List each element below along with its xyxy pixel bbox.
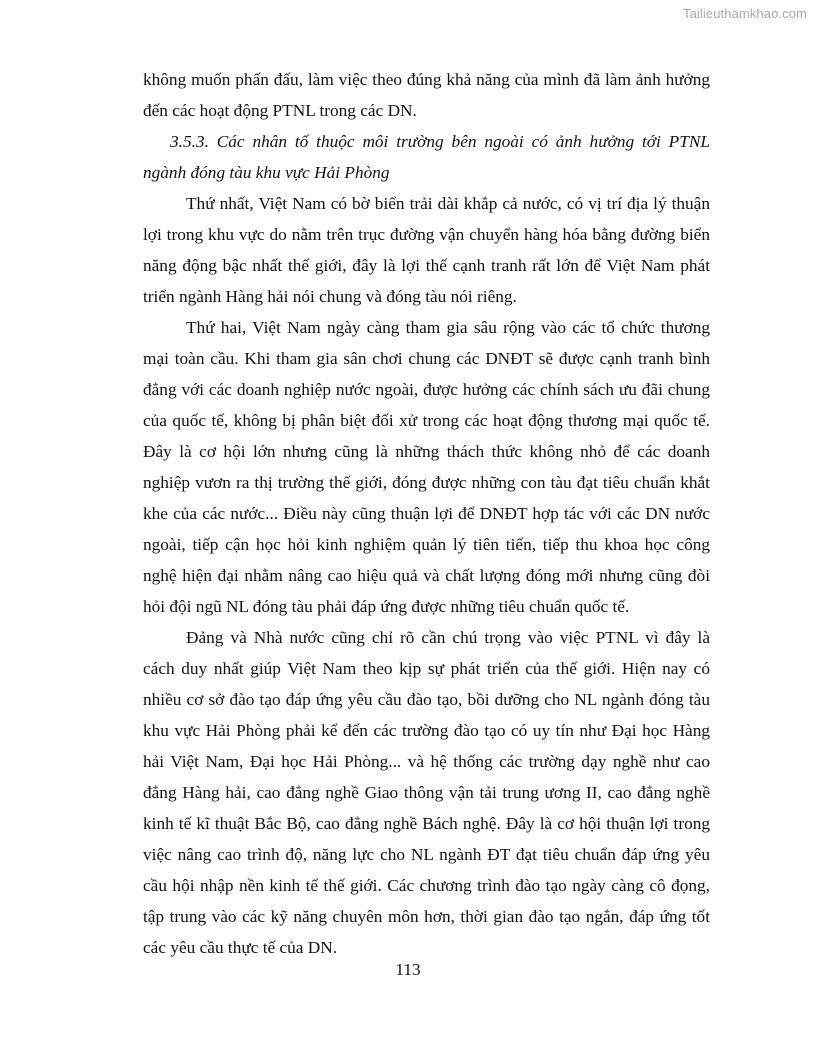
paragraph [143,622,710,963]
text-line: Đây là cơ hội lớn nhưng cũng là những thách thức không nhỏ để các doanh [143,442,710,461]
text-line: đến các hoạt động PTNL trong các DN. [143,101,417,120]
text-line: triển ngành Hàng hải nói chung và đóng tàu nói riêng. [143,287,517,306]
text-line: mại toàn cầu. Khi tham gia sân chơi chung các DNĐT sẽ được cạnh tranh bình [143,349,710,368]
text-line: khe của các nước... Điều này cũng thuận lợi để DNĐT hợp tác với các DN nước [143,504,710,523]
text-line: năng động bậc nhất thế giới, đây là lợi thế cạnh tranh rất lớn để Việt Nam phát [143,256,710,275]
text-line: Thứ hai, Việt Nam ngày càng tham gia sâu rộng vào các tổ chức thương [186,318,710,337]
text-line: Đảng và Nhà nước cũng chỉ rõ cần chú trọng vào việc PTNL vì đây là [186,628,710,647]
paragraph [143,64,710,126]
text-line: nghiệp vươn ra thị trường thế giới, đóng được những con tàu đạt tiêu chuẩn khắt [143,473,710,492]
page-number: 113 [395,960,421,979]
text-line: không muốn phấn đấu, làm việc theo đúng khả năng của mình đã làm ảnh hưởng [143,70,710,89]
watermark: Tailieuthamkhao.com [682,6,807,21]
text-line: hải Việt Nam, Đại học Hải Phòng... và hệ thống các trường dạy nghề như cao [143,752,710,771]
text-line: của quốc tế, không bị phân biệt đối xử trong các hoạt động thương mại quốc tế. [143,411,710,430]
text-line: nghệ hiện đại nhằm nâng cao hiệu quả và chất lượng đóng mới nhưng cũng đòi [143,566,710,585]
text-line: việc nâng cao trình độ, năng lực cho NL ngành ĐT đạt tiêu chuẩn đáp ứng yêu [143,845,710,864]
text-line: tập trung vào các kỹ năng chuyên môn hơn, thời gian đào tạo ngắn, đáp ứng tốt [143,907,710,926]
text-line: cách duy nhất giúp Việt Nam theo kịp sự phát triển của thế giới. Hiện nay có [143,659,710,678]
text-line: ngành đóng tàu khu vực Hải Phòng [143,163,390,182]
text-line: các yêu cầu thực tế của DN. [143,938,338,957]
text-line: lợi trong khu vực do nằm trên trục đường vận chuyển hàng hóa bằng đường biển [143,225,710,244]
text-line: ngoài, tiếp cận học hỏi kinh nghiệm quản lý tiên tiến, tiếp thu khoa học công [143,535,710,554]
text-line: khu vực Hải Phòng phải kể đến các trường đào tạo có uy tín như Đại học Hàng [143,721,710,740]
document-body [143,64,710,963]
text-line: đẳng Hàng hải, cao đẳng nghề Giao thông vận tải trung ương II, cao đẳng nghề [143,783,710,802]
paragraph [143,188,710,312]
text-line: Thứ nhất, Việt Nam có bờ biển trải dài khắp cả nước, có vị trí địa lý thuận [186,194,710,213]
section-heading [143,126,710,188]
text-line: kinh tế kĩ thuật Bắc Bộ, cao đẳng nghề Bách nghệ. Đây là cơ hội thuận lợi trong [143,814,710,833]
text-line: nhiều cơ sở đào tạo đáp ứng yêu cầu đào tạo, bồi dưỡng cho NL ngành đóng tàu [143,690,710,709]
text-line: đẳng với các doanh nghiệp nước ngoài, được hưởng các chính sách ưu đãi chung [143,380,710,399]
paragraph [143,312,710,622]
text-line: hỏi đội ngũ NL đóng tàu phải đáp ứng được những tiêu chuẩn quốc tế. [143,597,630,616]
text-line: cầu hội nhập nền kinh tế thế giới. Các chương trình đào tạo ngày càng cô đọng, [143,876,710,895]
text-line: 3.5.3. Các nhân tố thuộc môi trường bên ngoài có ảnh hưởng tới PTNL [170,132,710,151]
